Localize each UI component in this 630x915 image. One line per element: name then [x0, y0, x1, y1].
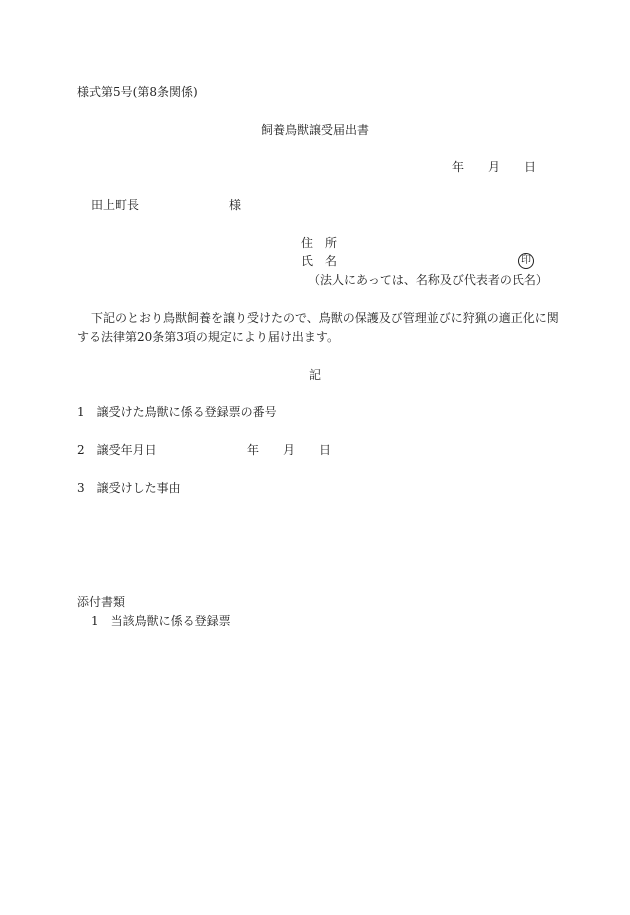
- item-3-label: 3 譲受けした事由: [77, 481, 181, 495]
- addressee-name: 田上町長: [91, 198, 140, 212]
- name-label: 氏 名: [301, 254, 338, 268]
- seal-mark: 印: [518, 253, 534, 269]
- date-month: 月: [488, 160, 501, 174]
- form-number: 様式第5号(第8条関係): [77, 85, 198, 99]
- item-1-label: 1 譲受けた鳥獣に係る登録票の番号: [77, 405, 277, 419]
- corporate-note: （法人にあっては、名称及び代表者の氏名）: [308, 273, 548, 287]
- attachments-heading: 添付書類: [77, 595, 126, 609]
- body-line-1: 下記のとおり鳥獣飼養を譲り受けたので、鳥獣の保護及び管理並びに狩猟の適正化に関: [91, 311, 559, 325]
- item-2-day: 日: [319, 443, 332, 457]
- body-line-2: する法律第20条第3項の規定により届け出ます。: [77, 330, 339, 344]
- addressee-honorific: 様: [229, 198, 242, 212]
- document-title: 飼養鳥獣譲受届出書: [260, 123, 369, 137]
- date-year: 年: [452, 160, 465, 174]
- address-label: 住 所: [301, 236, 338, 250]
- item-2-year: 年: [247, 443, 260, 457]
- date-day: 日: [524, 160, 537, 174]
- ki-heading: 記: [308, 368, 321, 382]
- item-2-month: 月: [283, 443, 296, 457]
- item-2-label: 2 譲受年月日: [77, 443, 157, 457]
- attachment-item: 1 当該鳥獣に係る登録票: [91, 614, 231, 628]
